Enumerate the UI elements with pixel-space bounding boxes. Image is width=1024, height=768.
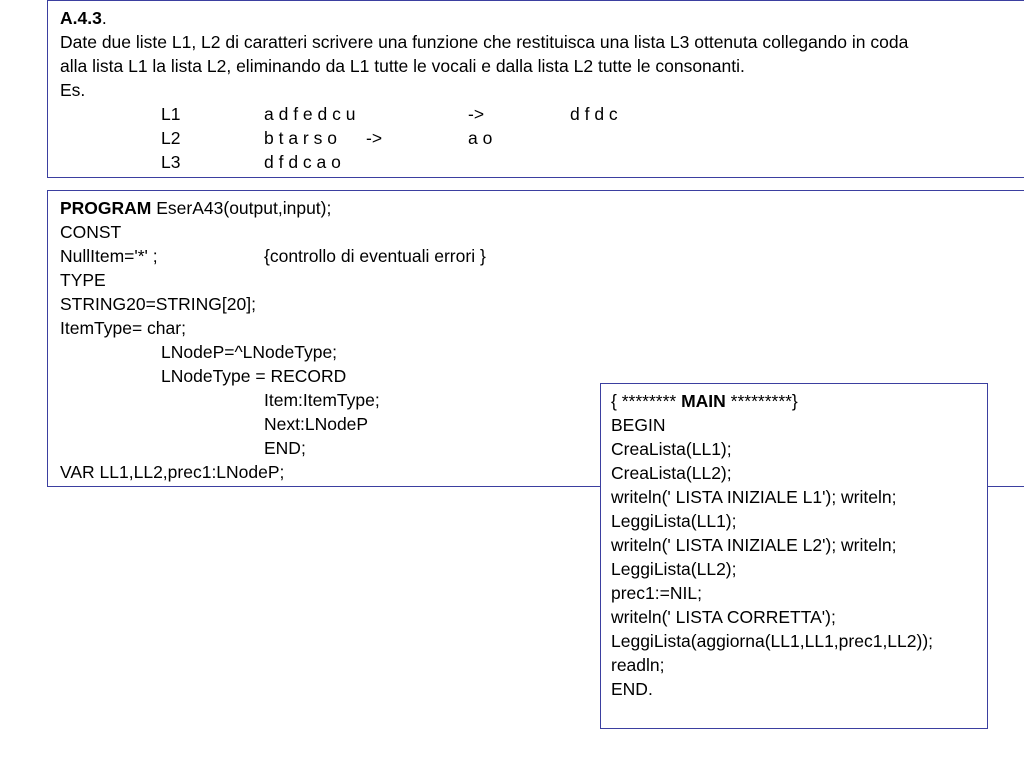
example-input: d f d c a o: [264, 152, 341, 172]
main-code-line: LeggiLista(aggiorna(LL1,LL1,prec1,LL2));: [611, 631, 934, 651]
example-label: Es.: [60, 80, 86, 100]
main-code-line: CreaLista(LL2);: [611, 463, 732, 483]
example-output: a o: [468, 128, 493, 148]
main-code-line: END.: [611, 679, 653, 699]
lnodep-declaration: LNodeP=^LNodeType;: [161, 342, 338, 362]
example-list-name: L2: [161, 128, 181, 148]
problem-statement-box: [47, 0, 1024, 178]
example-arrow: ->: [366, 128, 383, 148]
main-code-line: writeln(' LISTA INIZIALE L2'); writeln;: [611, 535, 897, 555]
problem-description-line-2: alla lista L1 la lista L2, eliminando da L1 tutte le vocali e dalla lista L2 tutte le consonanti.: [60, 56, 745, 76]
string20-declaration: STRING20=STRING[20];: [60, 294, 256, 314]
const-keyword: CONST: [60, 222, 122, 242]
type-keyword: TYPE: [60, 270, 106, 290]
main-comment-open: { ********: [611, 391, 682, 411]
null-item-comment: {controllo di eventuali errori }: [264, 246, 486, 266]
next-field: Next:LNodeP: [264, 414, 369, 434]
main-block-box: [600, 383, 988, 729]
example-input: a d f e d c u: [264, 104, 356, 124]
main-comment-close: *********}: [725, 391, 798, 411]
lnodetype-declaration: LNodeType = RECORD: [161, 366, 347, 386]
exercise-heading: [60, 7, 107, 29]
example-list-name: L1: [161, 104, 181, 124]
problem-description-line-1: Date due liste L1, L2 di caratteri scrivere una funzione che restituisca una lista L3 ottenuta collegando in coda: [60, 32, 909, 52]
item-field: Item:ItemType;: [264, 390, 380, 410]
program-header: [60, 197, 331, 219]
main-code-line: writeln(' LISTA CORRETTA');: [611, 607, 836, 627]
main-comment: [611, 390, 798, 412]
exercise-heading-dot: .: [101, 8, 107, 28]
main-code-line: CreaLista(LL1);: [611, 439, 732, 459]
example-output: d f d c: [570, 104, 618, 124]
main-code-line: LeggiLista(LL2);: [611, 559, 737, 579]
null-item-declaration: NullItem='*' ;: [60, 246, 158, 266]
example-arrow: ->: [468, 104, 485, 124]
main-code-line: LeggiLista(LL1);: [611, 511, 737, 531]
record-end: END;: [264, 438, 306, 458]
main-code-line: BEGIN: [611, 415, 666, 435]
item-type-declaration: ItemType= char;: [60, 318, 186, 338]
exercise-number: A.4.3: [60, 8, 102, 28]
program-header-rest: EserA43(output,input);: [151, 198, 332, 218]
var-declaration: VAR LL1,LL2,prec1:LNodeP;: [60, 462, 285, 482]
main-keyword: MAIN: [681, 391, 726, 411]
example-input: b t a r s o: [264, 128, 337, 148]
example-list-name: L3: [161, 152, 181, 172]
main-code-line: readln;: [611, 655, 665, 675]
main-code-line: writeln(' LISTA INIZIALE L1'); writeln;: [611, 487, 897, 507]
program-keyword: PROGRAM: [60, 198, 152, 218]
main-code-line: prec1:=NIL;: [611, 583, 702, 603]
